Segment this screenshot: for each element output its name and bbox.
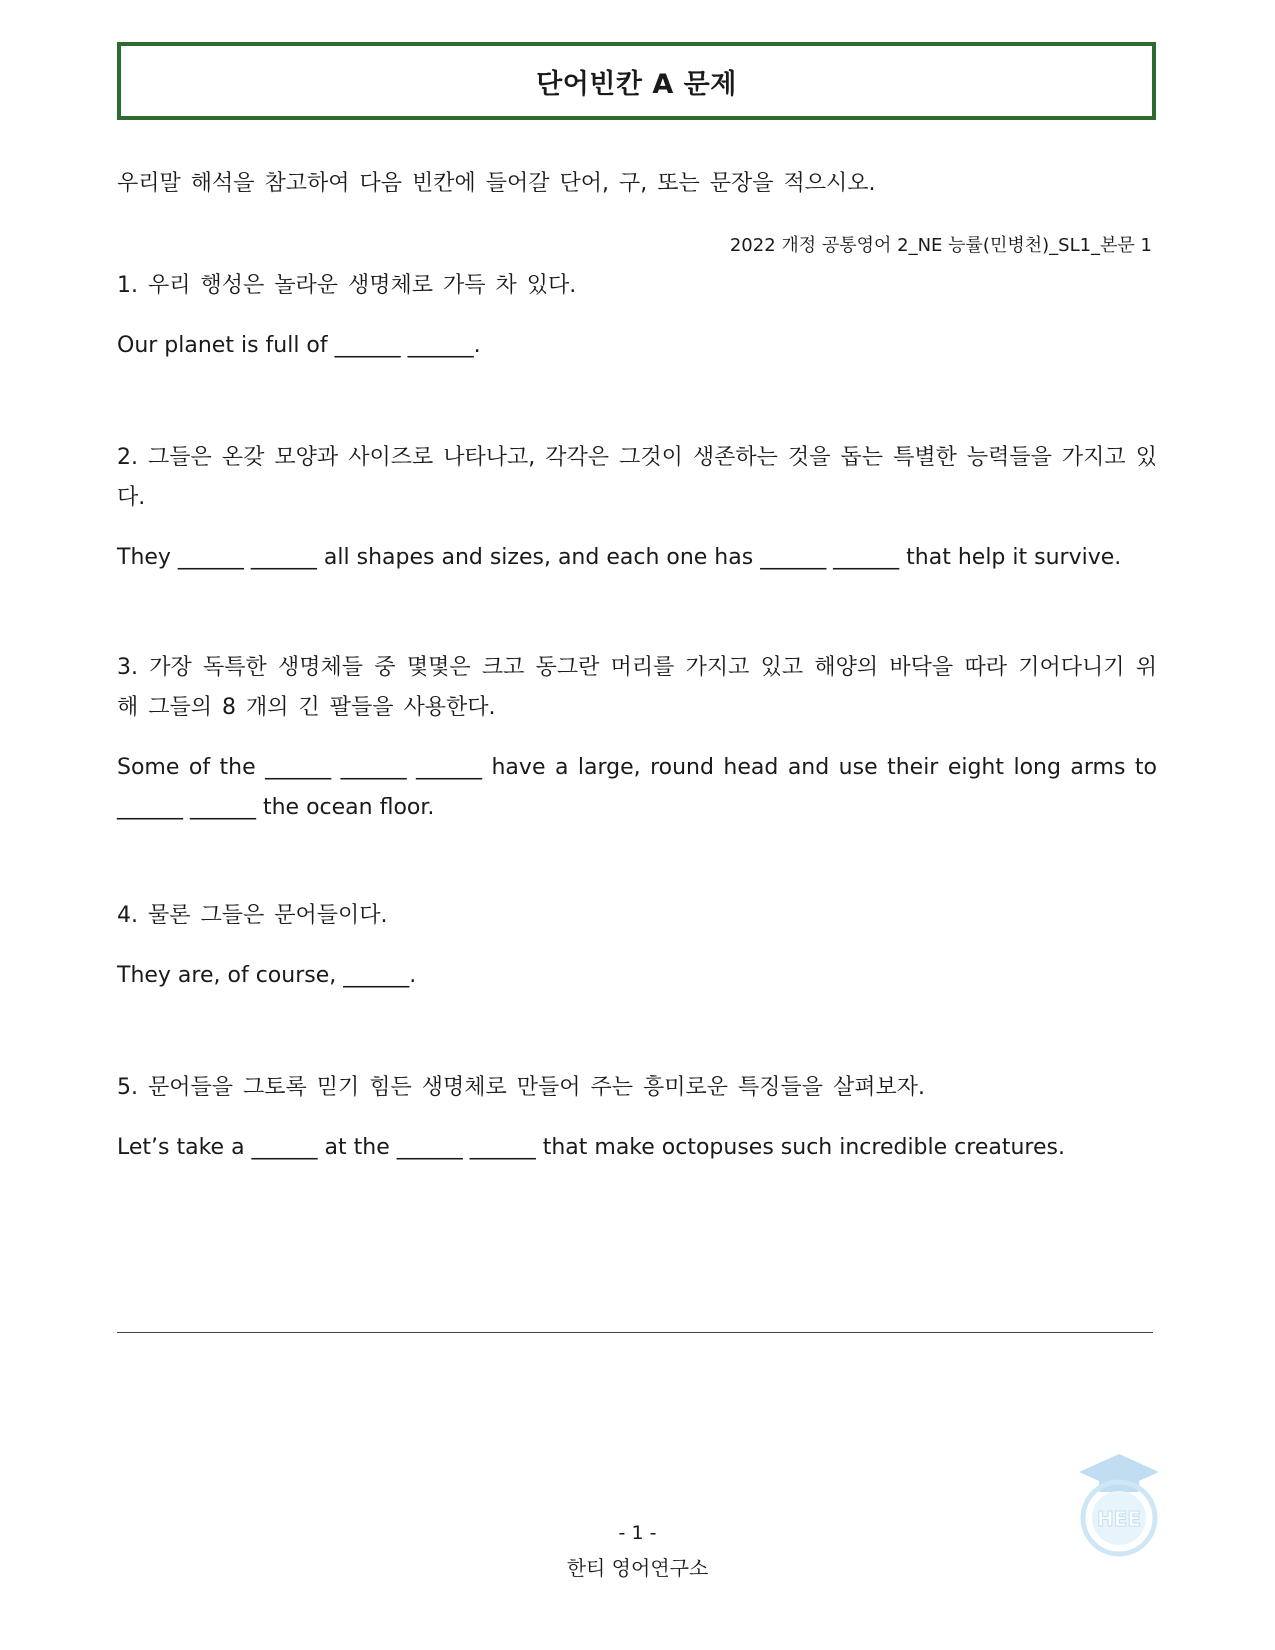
question-3-korean: 3. 가장 독특한 생명체들 중 몇몇은 크고 동그란 머리를 가지고 있고 해양의 바닥을 따라 기어다니기 위해 그들의 8 개의 긴 팔들을 사용한다.: [117, 655, 1157, 720]
question-3-english: Some of the ______ ______ ______ have a large, round head and use their eight long arms to ______ ______ the ocean floor.: [117, 755, 1157, 820]
page-title: 단어빈칸 A 문제: [536, 68, 737, 100]
logo-text: HEE: [1096, 1507, 1142, 1531]
question-4-english: They are, of course, ______.: [117, 963, 417, 988]
question-2: [117, 438, 1157, 578]
source-label: 2022 개정 공통영어 2_NE 능률(민병천)_SL1_본문 1: [729, 235, 1152, 256]
question-2-korean: 2. 그들은 온갖 모양과 사이즈로 나타나고, 각각은 그것이 생존하는 것을 돕는 특별한 능력들을 가지고 있다.: [117, 445, 1157, 510]
question-1: [117, 266, 1157, 366]
question-5-korean: 5. 문어들을 그토록 믿기 힘든 생명체로 만들어 주는 흥미로운 특징들을 살펴보자.: [117, 1075, 925, 1100]
answer-line: [117, 1332, 1153, 1333]
question-1-english: Our planet is full of ______ ______.: [117, 333, 481, 358]
page-number: - 1 -: [618, 1522, 657, 1544]
question-4-korean: 4. 물론 그들은 문어들이다.: [117, 903, 388, 928]
publisher-name: 한티 영어연구소: [566, 1556, 709, 1580]
title-box: [117, 42, 1156, 120]
question-3: [117, 648, 1157, 828]
question-4: [117, 896, 1157, 996]
question-5-english: Let’s take a ______ at the ______ ______ that make octopuses such incredible creatures.: [117, 1135, 1065, 1160]
question-5: [117, 1068, 1157, 1168]
question-1-korean: 1. 우리 행성은 놀라운 생명체로 가득 차 있다.: [117, 273, 577, 298]
question-2-english: They ______ ______ all shapes and sizes, and each one has ______ ______ that help it survive.: [117, 545, 1122, 570]
instruction-text: 우리말 해석을 참고하여 다음 빈칸에 들어갈 단어, 구, 또는 문장을 적으시오.: [117, 171, 876, 196]
